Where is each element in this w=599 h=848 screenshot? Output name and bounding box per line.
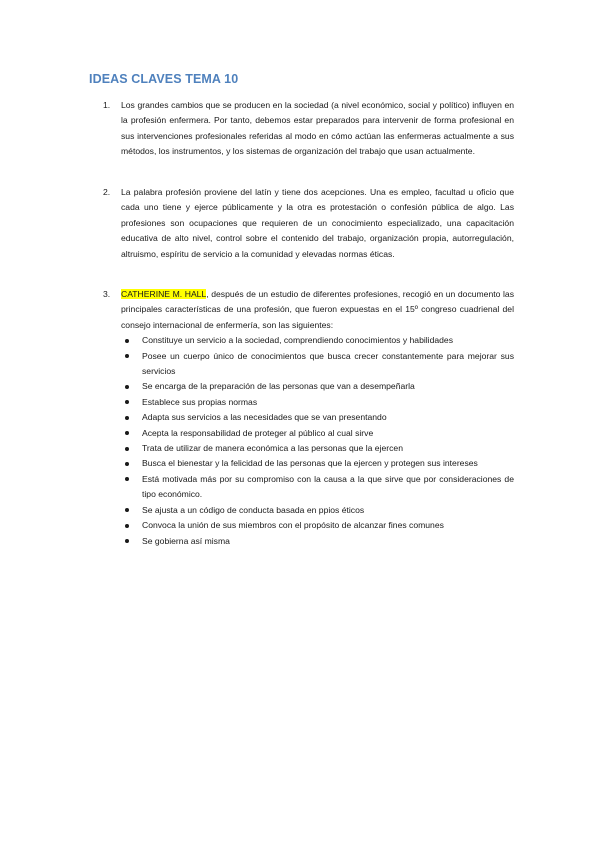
highlighted-name: CATHERINE M. HALL xyxy=(121,289,207,299)
bullet-icon xyxy=(125,508,129,512)
bullet-text: Trata de utilizar de manera económica a las personas que la ejercen xyxy=(142,443,403,454)
bullet-item xyxy=(121,349,514,380)
bullet-text: Está motivada más por su compromiso con la causa a la que sirve que por consideraciones de tipo económico. xyxy=(142,473,514,500)
bullet-item xyxy=(121,534,514,549)
bullet-icon xyxy=(125,539,129,543)
bullet-icon xyxy=(125,339,129,343)
bullet-list xyxy=(121,333,514,549)
item-number: 3. xyxy=(103,289,111,299)
bullet-item xyxy=(121,333,514,348)
bullet-icon xyxy=(125,400,129,404)
bullet-text: Convoca la unión de sus miembros con el propósito de alcanzar fines comunes xyxy=(142,520,444,531)
bullet-text: Busca el bienestar y la felicidad de las personas que la ejercen y protegen sus intereses xyxy=(142,458,478,469)
list-item-3 xyxy=(103,287,514,549)
bullet-text: Constituye un servicio a la sociedad, comprendiendo conocimientos y habilidades xyxy=(142,335,453,346)
bullet-item xyxy=(121,441,514,456)
item-text: , después de un estudio de diferentes profesiones, recogió en un documento las principales características de una profesión, que fueron expuestas en el 15º congreso cuadrienal del consejo internacional de enfermería, son las siguientes: xyxy=(121,289,514,330)
bullet-icon xyxy=(125,447,129,451)
item-text: Los grandes cambios que se producen en la sociedad (a nivel económico, social y político) influyen en la profesión enfermera. Por tanto, debemos estar preparados para intervenir de forma profesional en sus intervenciones profesionales referidas al modo en cómo actúan las enfermeras actualmente a sus métodos, los instrumentos, y los sistemas de organización del trabajo que usan actualmente. xyxy=(121,100,514,157)
bullet-item xyxy=(121,456,514,471)
bullet-text: Posee un cuerpo único de conocimientos que busca crecer constantemente para mejorar sus servicios xyxy=(142,350,514,377)
bullet-icon xyxy=(125,354,129,358)
bullet-item xyxy=(121,518,514,533)
bullet-item xyxy=(121,503,514,518)
bullet-text: Se gobierna así misma xyxy=(142,535,230,546)
bullet-text: Acepta la responsabilidad de proteger al público al cual sirve xyxy=(142,427,374,438)
bullet-icon xyxy=(125,462,129,466)
bullet-text: Adapta sus servicios a las necesidades que se van presentando xyxy=(142,412,387,423)
list-item-2 xyxy=(103,185,514,262)
bullet-item xyxy=(121,472,514,503)
bullet-item xyxy=(121,379,514,394)
bullet-item xyxy=(121,410,514,425)
item-text: La palabra profesión proviene del latín y tiene dos acepciones. Una es empleo, facultad u oficio que cada uno tiene y ejerce públicamente y la otra es protestación o confesión pública de algo. Las profesiones son ocupaciones que requieren de un conocimiento especializado, una capacitación educativa de alto nivel, control sobre el contenido del trabajo, organización propia, autorregulación, altruismo, espíritu de servicio a la comunidad y elevadas normas éticas. xyxy=(121,187,514,259)
page-title: IDEAS CLAVES TEMA 10 xyxy=(89,72,239,86)
bullet-item xyxy=(121,395,514,410)
item-number: 2. xyxy=(103,187,111,197)
list-item-1 xyxy=(103,98,514,160)
bullet-icon xyxy=(125,524,129,528)
item-body xyxy=(121,287,514,549)
bullet-text: Se ajusta a un código de conducta basada en ppios éticos xyxy=(142,504,365,515)
bullet-item xyxy=(121,426,514,441)
bullet-icon xyxy=(125,385,129,389)
bullet-text: Establece sus propias normas xyxy=(142,396,258,407)
bullet-icon xyxy=(125,431,129,435)
item-number: 1. xyxy=(103,100,111,110)
bullet-icon xyxy=(125,477,129,481)
bullet-icon xyxy=(125,416,129,420)
bullet-text: Se encarga de la preparación de las personas que van a desempeñarla xyxy=(142,381,415,392)
